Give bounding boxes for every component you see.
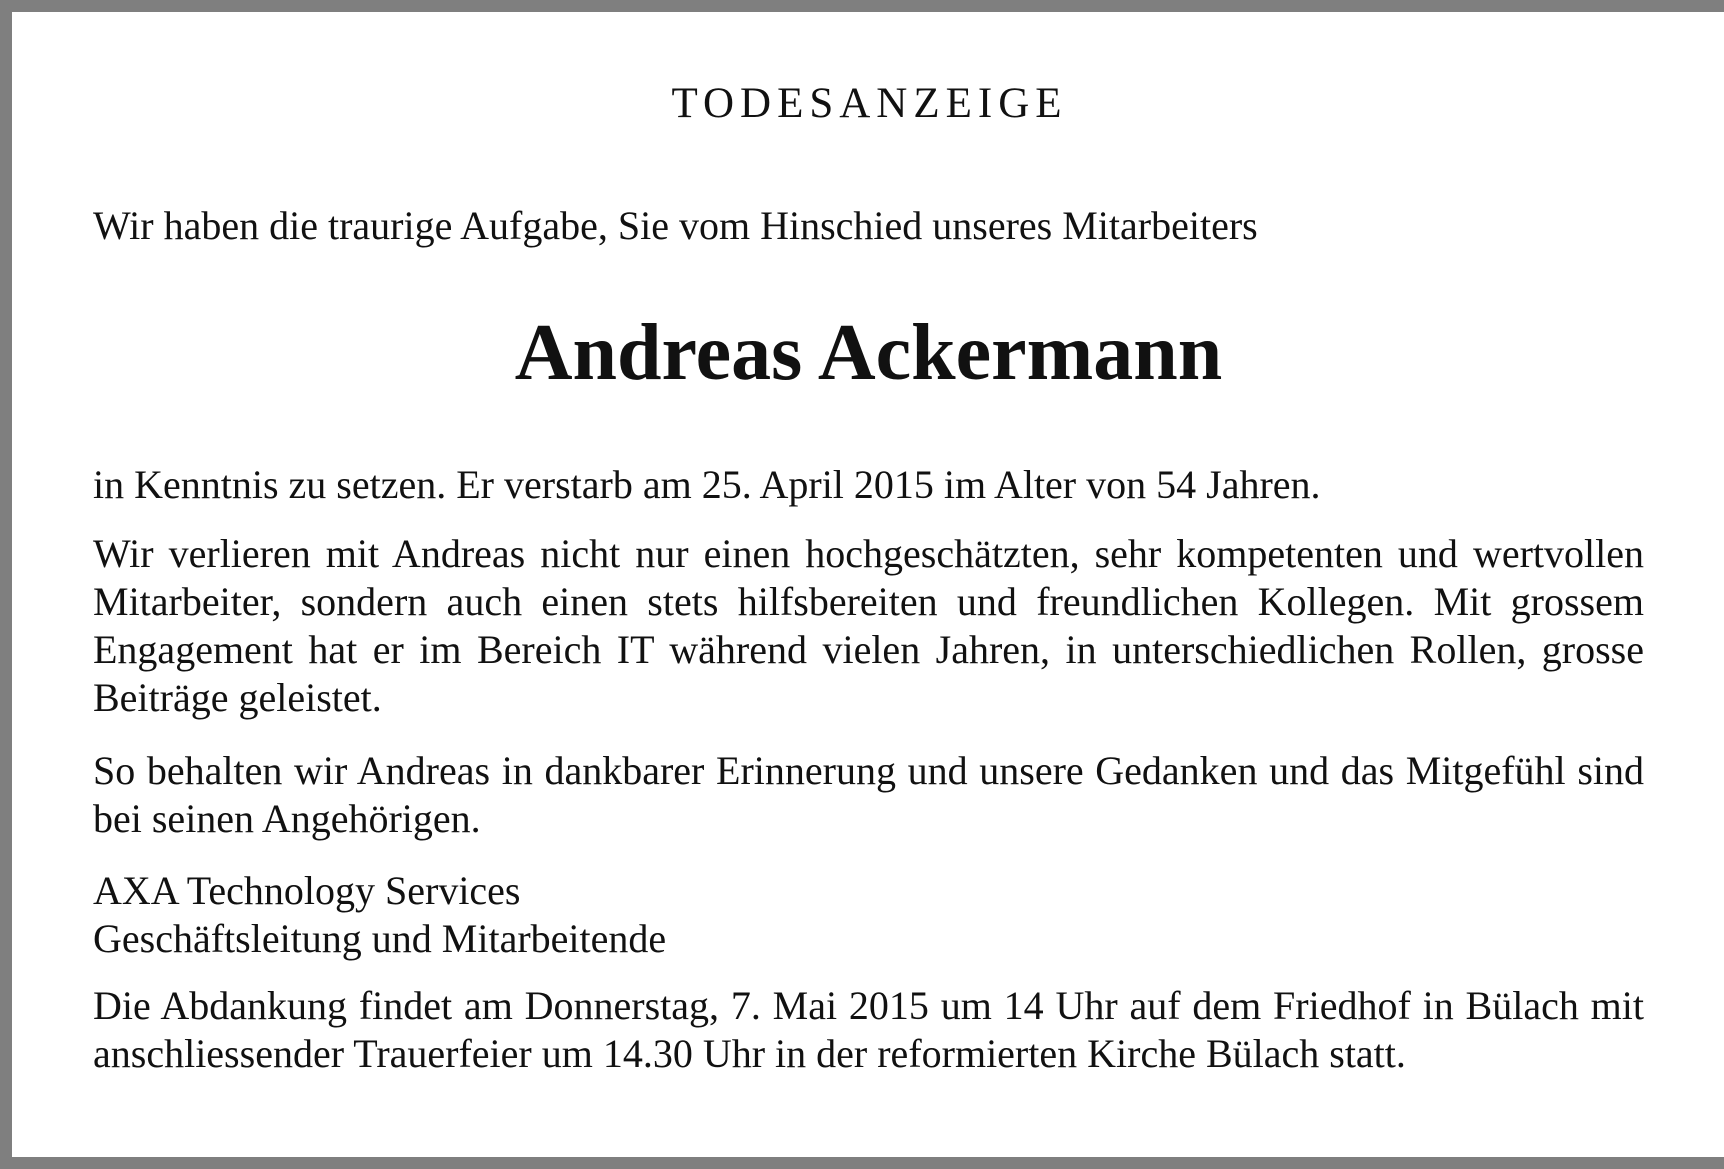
death-announcement: in Kenntnis zu setzen. Er verstarb am 25. April 2015 im Alter von 54 Jahren. xyxy=(93,462,1321,507)
death-notice-page xyxy=(12,12,1724,1157)
condolence-paragraph: So behalten wir Andreas in dankbarer Erinnerung und unsere Gedanken und das Mitgefühl sind bei seinen Angehörigen. xyxy=(93,748,1644,841)
tribute-paragraph: Wir verlieren mit Andreas nicht nur einen hochgeschätzten, sehr kompetenten und wertvollen Mitarbeiter, sondern auch einen stets hilfsbereiten und freundlichen Kollegen. Mit grossem Engagement hat er im Bereich IT während vielen Jahren, in unterschiedlichen Rollen, grosse Beiträge geleistet. xyxy=(93,531,1644,720)
notice-heading: TODESANZEIGE xyxy=(671,80,1068,127)
funeral-details: Die Abdankung findet am Donnerstag, 7. Mai 2015 um 14 Uhr auf dem Friedhof in Bülach mit anschliessender Trauerfeier um 14.30 Uhr in der reformierten Kirche Bülach statt. xyxy=(93,983,1644,1076)
intro-text: Wir haben die traurige Aufgabe, Sie vom Hinschied unseres Mitarbeiters xyxy=(93,203,1258,248)
deceased-name: Andreas Ackermann xyxy=(514,309,1223,397)
signature-company: AXA Technology Services xyxy=(93,868,521,913)
signature-department: Geschäftsleitung und Mitarbeitende xyxy=(93,916,667,961)
signature-block xyxy=(93,867,1644,963)
